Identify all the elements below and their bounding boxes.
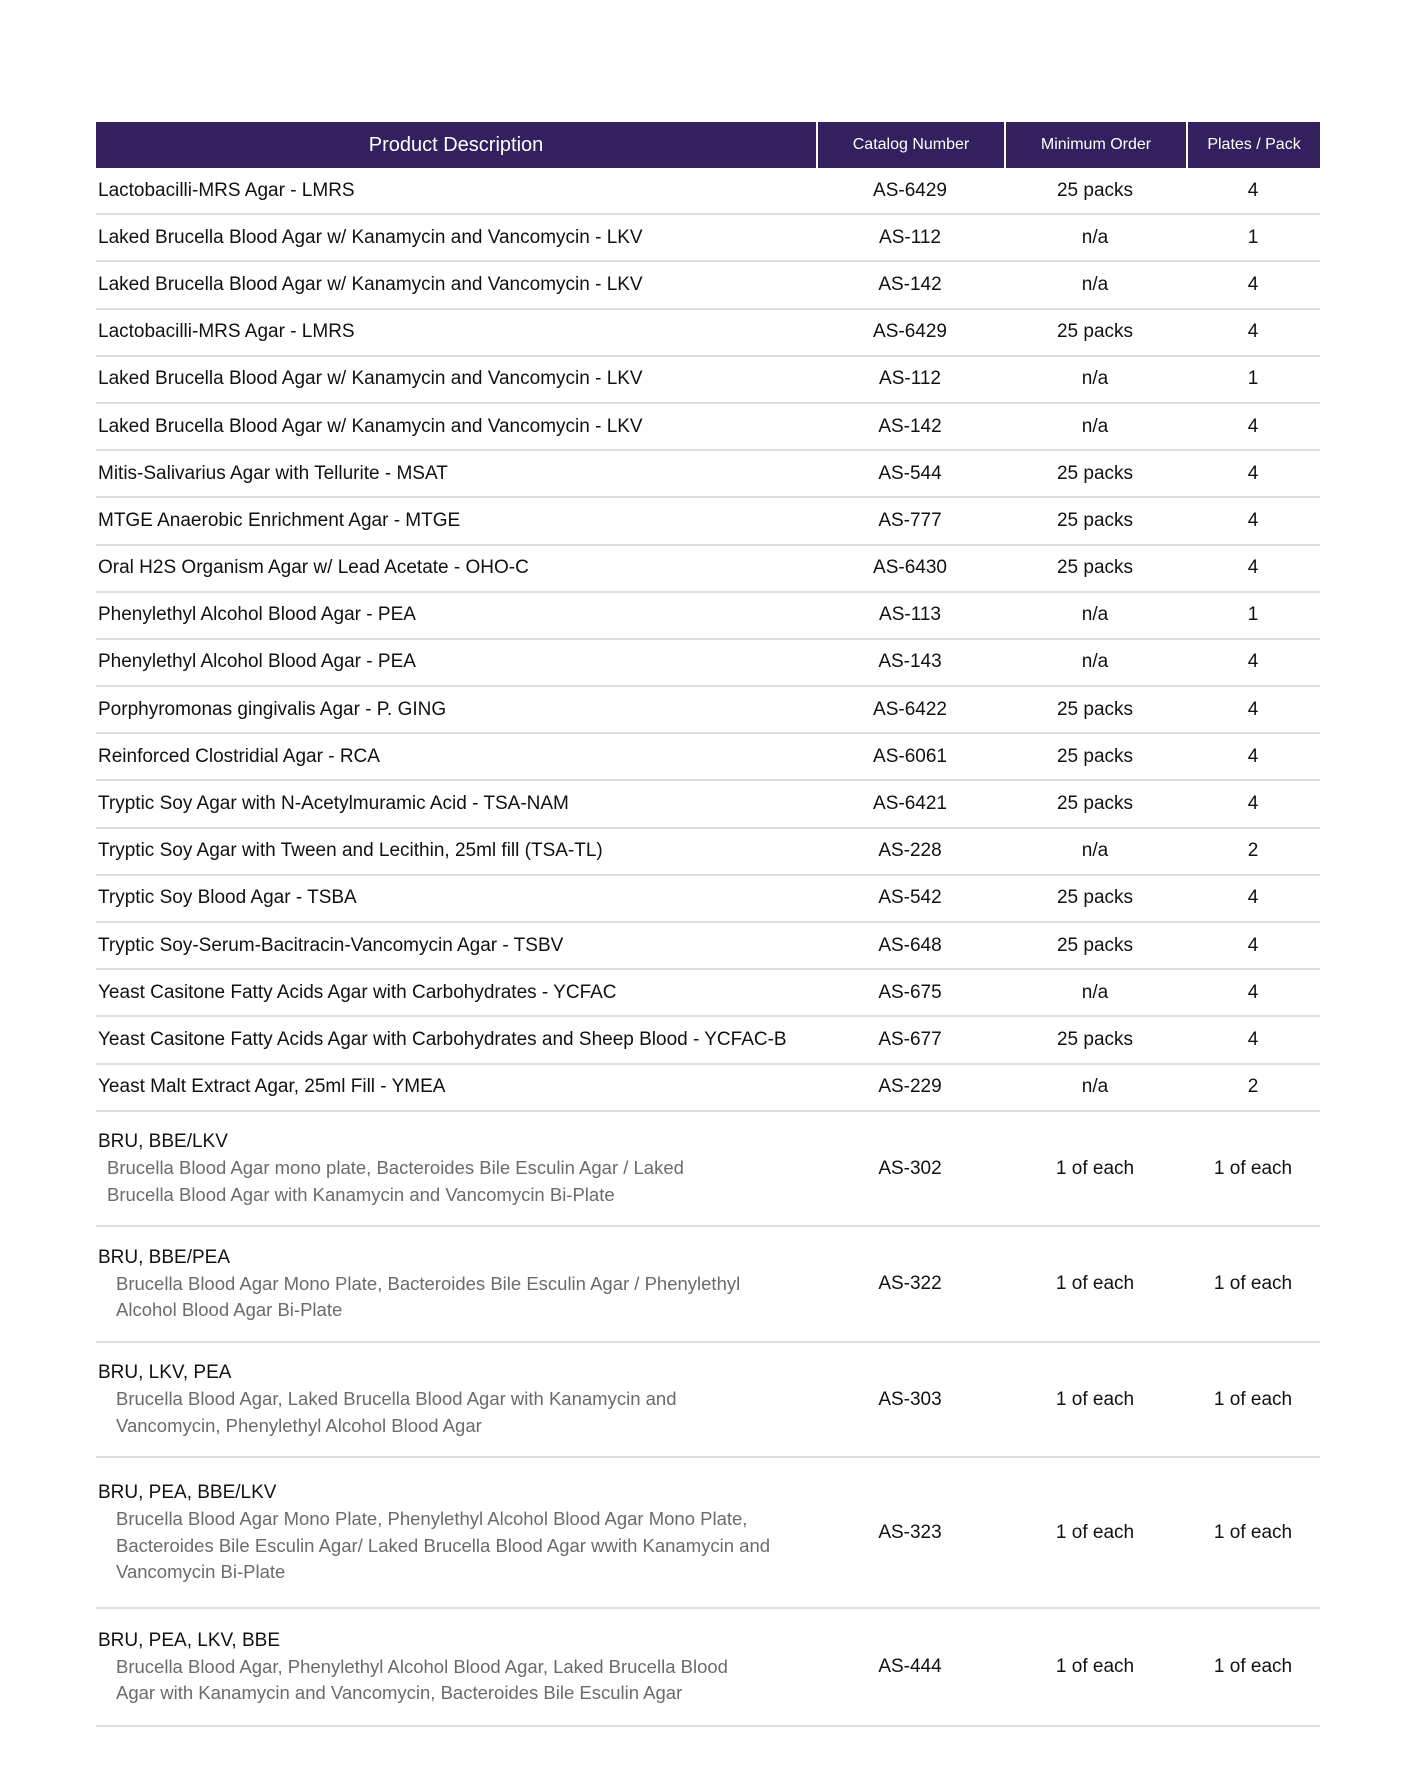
combo-detail-line: Brucella Blood Agar with Kanamycin and Vancomycin Bi-Plate [107,1183,615,1205]
plates-per-pack: 4 [1247,273,1259,295]
combo-detail-line: Brucella Blood Agar, Laked Brucella Blood Agar with Kanamycin and [116,1388,677,1409]
product-description: Reinforced Clostridial Agar - RCA [98,745,380,767]
catalog-number: AS-323 [878,1521,942,1543]
combo-detail [98,1506,816,1586]
table-row [96,687,1320,734]
combo-title: BRU, PEA, LKV, BBE [98,1629,280,1651]
plates-per-pack: 1 of each [1213,1273,1293,1294]
minimum-order: n/a [1081,840,1109,862]
combo-detail [98,1654,816,1707]
table-row [96,310,1320,357]
plates-per-pack: 4 [1247,321,1259,343]
combo-product-description [96,1245,816,1324]
combo-table-row [96,1112,1320,1228]
table-row [96,829,1320,876]
table-row [96,781,1320,828]
combo-detail [98,1271,816,1324]
combo-title: BRU, BBE/LKV [98,1131,228,1152]
plates-per-pack: 4 [1247,651,1259,673]
combo-product-description [96,1360,816,1439]
plates-per-pack: 4 [1247,887,1259,909]
product-description: MTGE Anaerobic Enrichment Agar - MTGE [98,509,461,531]
table-row [96,215,1320,262]
catalog-number: AS-6430 [873,557,947,579]
catalog-number: AS-112 [879,226,941,248]
product-description: Laked Brucella Blood Agar w/ Kanamycin and Vancomycin - LKV [98,273,643,295]
plates-per-pack: 1 of each [1213,1521,1293,1543]
catalog-number: AS-6421 [873,793,947,815]
catalog-number: AS-143 [878,651,942,673]
table-row [96,1065,1320,1112]
catalog-number: AS-113 [879,604,941,626]
minimum-order: 25 packs [1056,793,1134,815]
table-row [96,357,1320,404]
plates-per-pack: 1 [1247,604,1259,626]
table-row [96,734,1320,781]
combo-title: BRU, PEA, BBE/LKV [98,1482,277,1503]
product-description: Tryptic Soy Agar with Tween and Lecithin, 25ml fill (TSA-TL) [98,840,603,862]
minimum-order: 25 packs [1056,934,1134,956]
catalog-number: AS-228 [878,840,942,862]
minimum-order: n/a [1081,1076,1109,1098]
combo-detail-line: Vancomycin, Phenylethyl Alcohol Blood Agar [116,1414,482,1436]
catalog-number: AS-142 [878,273,942,295]
catalog-number: AS-777 [878,509,942,531]
table-row [96,262,1320,309]
product-description: Oral H2S Organism Agar w/ Lead Acetate - OHO-C [98,557,529,579]
table-row [96,640,1320,687]
combo-detail-line: Brucella Blood Agar, Phenylethyl Alcohol Blood Agar, Laked Brucella Blood [116,1655,728,1677]
combo-detail-line: Brucella Blood Agar Mono Plate, Phenylethyl Alcohol Blood Agar Mono Plate, [116,1508,748,1529]
table-row [96,546,1320,593]
plates-per-pack: 4 [1247,981,1259,1003]
combo-detail-line: Vancomycin Bi-Plate [116,1561,286,1582]
plates-per-pack: 1 of each [1213,1656,1293,1678]
minimum-order: 1 of each [1055,1273,1135,1294]
minimum-order: n/a [1081,226,1109,248]
product-description: Laked Brucella Blood Agar w/ Kanamycin and Vancomycin - LKV [98,415,643,437]
catalog-number: AS-142 [878,415,942,437]
combo-table-row [96,1609,1320,1727]
catalog-number: AS-6429 [873,321,947,343]
catalog-number: AS-648 [878,934,942,956]
product-description: Yeast Casitone Fatty Acids Agar with Carbohydrates - YCFAC [98,981,617,1003]
table-row [96,404,1320,451]
product-description: Porphyromonas gingivalis Agar - P. GING [98,698,447,720]
combo-detail-line: Agar with Kanamycin and Vancomycin, Bacteroides Bile Esculin Agar [116,1682,683,1704]
table-header [96,122,1320,168]
plates-per-pack: 4 [1247,509,1259,531]
plates-per-pack: 2 [1247,1076,1259,1098]
catalog-number: AS-6422 [873,698,947,720]
minimum-order: 25 packs [1056,179,1134,201]
combo-title: BRU, LKV, PEA [98,1362,232,1383]
catalog-number: AS-677 [878,1028,942,1050]
table-row [96,923,1320,970]
catalog-number: AS-302 [878,1157,942,1179]
minimum-order: n/a [1081,368,1109,390]
table-row [96,970,1320,1017]
plates-per-pack: 4 [1247,793,1259,815]
minimum-order: 25 packs [1056,321,1134,343]
minimum-order: 25 packs [1056,509,1134,531]
minimum-order: 1 of each [1055,1521,1135,1543]
minimum-order: 25 packs [1056,557,1134,579]
product-description: Tryptic Soy Blood Agar - TSBA [98,887,357,909]
combo-detail [98,1155,816,1208]
minimum-order: 25 packs [1056,698,1134,720]
combo-table-row [96,1227,1320,1343]
plates-per-pack: 4 [1247,1028,1259,1050]
catalog-number: AS-675 [878,981,942,1003]
combo-product-description [96,1480,816,1586]
minimum-order: 1 of each [1055,1656,1135,1678]
table-row [96,876,1320,923]
combo-detail-line: Bacteroides Bile Esculin Agar/ Laked Brucella Blood Agar wwith Kanamycin and [116,1534,771,1556]
product-description: Lactobacilli-MRS Agar - LMRS [98,321,355,343]
plates-per-pack: 4 [1247,698,1259,720]
plates-per-pack: 4 [1247,934,1259,956]
plates-per-pack: 4 [1247,745,1259,767]
table-row [96,168,1320,215]
minimum-order: 1 of each [1055,1157,1135,1179]
plates-per-pack: 4 [1247,415,1259,437]
catalog-number: AS-303 [878,1388,942,1410]
product-description: Phenylethyl Alcohol Blood Agar - PEA [98,651,416,673]
product-description: Laked Brucella Blood Agar w/ Kanamycin and Vancomycin - LKV [98,368,643,390]
table-row [96,593,1320,640]
product-catalog-table [96,122,1320,1727]
minimum-order: 25 packs [1056,1028,1134,1050]
plates-per-pack: 1 of each [1213,1157,1293,1179]
combo-product-description [96,1628,816,1707]
product-description: Tryptic Soy-Serum-Bacitracin-Vancomycin Agar - TSBV [98,934,564,956]
plates-per-pack: 1 [1247,368,1259,390]
product-description: Mitis-Salivarius Agar with Tellurite - MSAT [98,462,448,484]
header-product-description: Product Description [368,133,544,156]
product-description: Tryptic Soy Agar with N-Acetylmuramic Acid - TSA-NAM [98,793,569,815]
minimum-order: n/a [1081,981,1109,1003]
catalog-number: AS-444 [878,1656,942,1678]
combo-table-row [96,1343,1320,1459]
catalog-number: AS-322 [878,1273,942,1294]
header-minimum-order: Minimum Order [1004,122,1186,168]
catalog-number: AS-6061 [873,745,947,767]
plates-per-pack: 2 [1247,840,1259,862]
plates-per-pack: 1 of each [1213,1388,1293,1410]
header-catalog-number: Catalog Number [816,122,1004,168]
combo-table-row [96,1458,1320,1609]
combo-detail-line: Alcohol Blood Agar Bi-Plate [116,1299,343,1320]
catalog-number: AS-112 [879,368,941,390]
minimum-order: n/a [1081,273,1109,295]
combo-detail [98,1386,816,1439]
catalog-number: AS-542 [878,887,942,909]
product-description: Phenylethyl Alcohol Blood Agar - PEA [98,604,416,626]
product-description: Yeast Casitone Fatty Acids Agar with Carbohydrates and Sheep Blood - YCFAC-B [98,1028,787,1050]
combo-product-description [96,1129,816,1208]
combo-title: BRU, BBE/PEA [98,1246,230,1268]
table-body [96,168,1320,1727]
minimum-order: n/a [1081,415,1109,437]
minimum-order: 1 of each [1055,1388,1135,1410]
product-description: Lactobacilli-MRS Agar - LMRS [98,179,355,201]
minimum-order: 25 packs [1056,887,1134,909]
table-row [96,1017,1320,1064]
minimum-order: 25 packs [1056,462,1134,484]
plates-per-pack: 4 [1247,557,1259,579]
product-description: Yeast Malt Extract Agar, 25ml Fill - YMEA [98,1076,446,1098]
catalog-number: AS-6429 [873,179,947,201]
header-plates-per-pack: Plates / Pack [1186,122,1320,168]
catalog-number: AS-544 [878,462,942,484]
catalog-number: AS-229 [878,1076,942,1098]
plates-per-pack: 1 [1247,226,1259,248]
minimum-order: n/a [1081,651,1109,673]
combo-detail-line: Brucella Blood Agar Mono Plate, Bacteroides Bile Esculin Agar / Phenylethyl [116,1272,741,1294]
minimum-order: n/a [1081,604,1109,626]
table-row [96,498,1320,545]
combo-detail-line: Brucella Blood Agar mono plate, Bacteroides Bile Esculin Agar / Laked [107,1157,684,1178]
product-description: Laked Brucella Blood Agar w/ Kanamycin and Vancomycin - LKV [98,226,643,248]
minimum-order: 25 packs [1056,745,1134,767]
plates-per-pack: 4 [1247,179,1259,201]
table-row [96,451,1320,498]
plates-per-pack: 4 [1247,462,1259,484]
